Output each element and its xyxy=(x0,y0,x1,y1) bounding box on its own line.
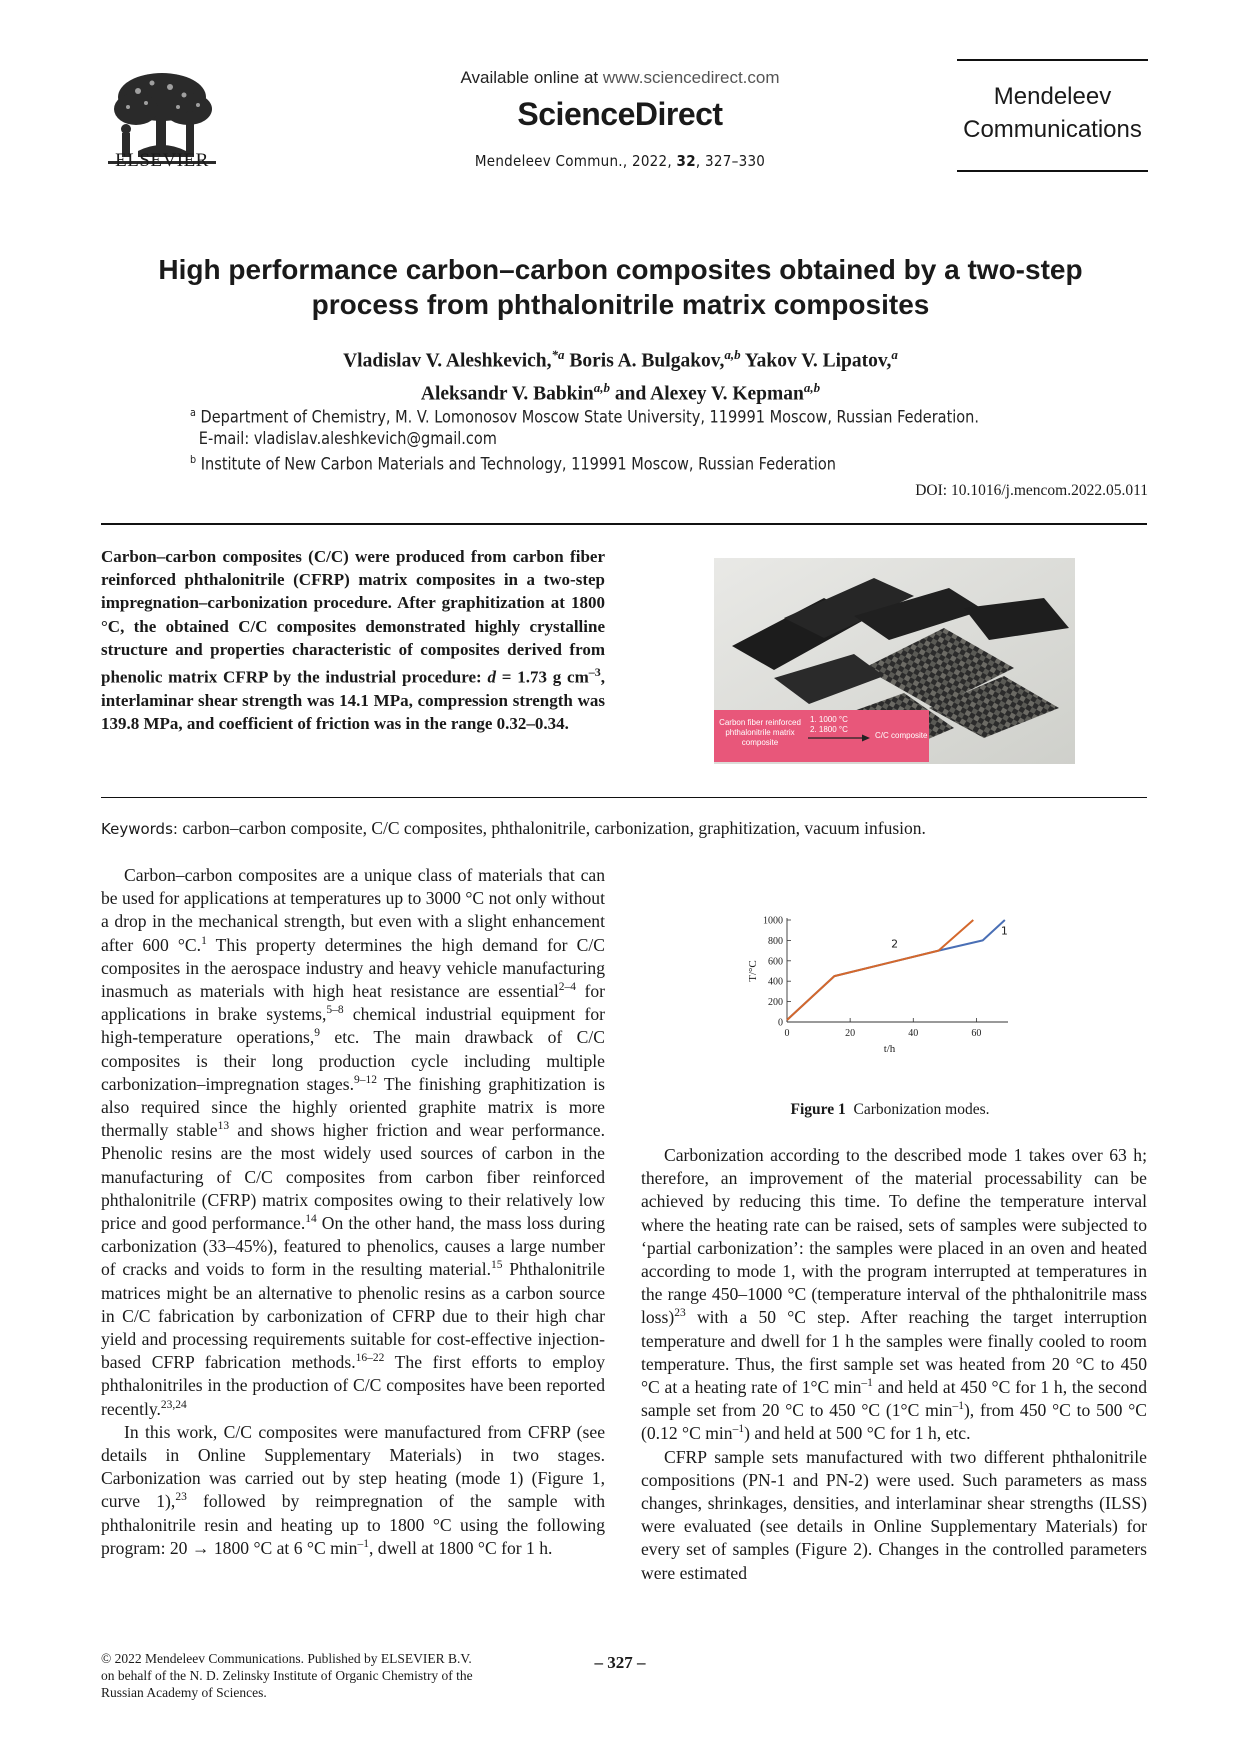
y-tick-label: 800 xyxy=(768,935,783,947)
chart-axes xyxy=(787,918,1008,1022)
paragraph xyxy=(101,864,605,1421)
series-label-1: 1 xyxy=(1000,924,1008,938)
divider-top xyxy=(101,523,1147,525)
author-affiliation-mark: a,b xyxy=(724,347,741,362)
text-run: for applications in brake systems, xyxy=(101,981,605,1025)
paragraph xyxy=(101,1421,605,1560)
journal-name xyxy=(957,80,1148,146)
citation-journal: Mendeleev Commun., 2022, xyxy=(474,152,677,170)
citation-ref[interactable]: 23,24 xyxy=(160,1398,187,1411)
available-online-line xyxy=(420,68,820,88)
affiliation-mark-a: a xyxy=(190,406,196,419)
density-symbol: d xyxy=(487,667,496,687)
text-run: followed by reimpregnation of the sample with phthalonitrile resin and heating up to 1800 °C using the following program: 20 → 1800 °C at 6 °C min xyxy=(101,1491,605,1558)
graphical-abstract-photo xyxy=(714,558,1075,764)
density-exponent: –3 xyxy=(588,665,601,680)
author-affiliation-mark: *a xyxy=(551,347,565,362)
citation-volume: 32 xyxy=(676,152,696,170)
text-run: Carbonization according to the described mode 1 takes over 63 h; therefore, an improvement of the material processability can be achieved by reducing this time. To define the temperature interval where the heating rate can be raised, sets of samples were subjected to ‘partial carbonization’: the samples were placed in an oven and heated according to mode 1, with the program interrupted at temperatures in the range 450–1000 °C (temperature interval of the phthalonitrile mass loss) xyxy=(641,1145,1147,1328)
doi-link[interactable]: DOI: 10.1016/j.mencom.2022.05.011 xyxy=(915,482,1148,499)
citation-ref[interactable]: 9–12 xyxy=(354,1073,377,1086)
journal-name-line2: Communications xyxy=(963,116,1142,143)
elsevier-wordmark: ELSEVIER xyxy=(115,150,209,171)
x-axis-label: t/h xyxy=(883,1043,896,1055)
density-value: = 1.73 g cm xyxy=(495,667,589,687)
abstract-part2: , interlaminar shear strength was 14.1 MPa, compression strength was 139.8 MPa, and coefficient of friction was in the range 0.32–0.34. xyxy=(101,667,605,734)
exponent: –1 xyxy=(861,1377,873,1390)
citation-ref[interactable]: 14 xyxy=(305,1213,317,1226)
ga-left-label-1: Carbon fiber reinforced xyxy=(719,718,801,727)
author-affiliation-mark: a,b xyxy=(593,379,611,395)
author-affiliation-mark: a,b xyxy=(803,379,821,395)
author-affiliation-mark: a xyxy=(891,347,898,362)
title-line1: High performance carbon–carbon composites obtained by a two-step xyxy=(158,254,1083,285)
x-tick-label: 0 xyxy=(784,1028,790,1039)
series-label-2: 2 xyxy=(891,937,899,951)
text-run: Phthalonitrile matrices might be an alternative to phenolic resins as a carbon source in C/C fabrication by carbonization of CFRP due to their high char yield and processing requirements suitable for cost-effective injection-based CFRP fabrication methods. xyxy=(101,1259,605,1373)
copyright-notice xyxy=(101,1650,581,1701)
text-run: ) and held at 500 °C for 1 h, etc. xyxy=(744,1423,971,1444)
author-name: Vladislav V. Aleshkevich, xyxy=(343,350,552,372)
citation-ref[interactable]: 16–22 xyxy=(355,1352,385,1365)
figure-1-caption xyxy=(700,1101,1080,1119)
text-run: and held at 450 °C for 1 h, the second sample set from 20 °C to 450 °C (1°C min xyxy=(641,1377,1147,1421)
y-tick-label: 400 xyxy=(768,976,783,988)
text-run: On the other hand, the mass loss during carbonization (33–45%), featured to phenolics, causes a large number of cracks and voids to form in the resulting material. xyxy=(101,1213,605,1280)
ga-step-1: 1. 1000 °C xyxy=(810,715,848,724)
exponent: –1 xyxy=(952,1400,964,1413)
exponent: –1 xyxy=(732,1423,745,1436)
author-name: Yakov V. Lipatov, xyxy=(744,350,892,372)
available-prefix: Available online at xyxy=(460,68,603,87)
figure-1-chart xyxy=(740,912,1020,1090)
copyright-line-3: Russian Academy of Sciences. xyxy=(101,1685,267,1700)
text-run: The finishing graphitization is also required since the highly oriented graphite matrix is more thermally stable xyxy=(101,1073,605,1141)
y-tick-label: 0 xyxy=(778,1017,783,1029)
paragraph: CFRP sample sets manufactured with two different phthalonitrile compositions (PN-1 and PN-2) were used. Such parameters as mass changes, shrinkages, densities, and interlaminar shear strengths (ILSS) were evaluated (see details in Online Supplementary Materials) for every set of samples (Figure 2). Changes in the controlled parameters were estimated xyxy=(641,1446,1147,1583)
copyright-line-2: on behalf of the N. D. Zelinsky Institute of Organic Chemistry of the xyxy=(101,1668,473,1683)
keywords xyxy=(101,818,1147,839)
citation-ref[interactable]: 23 xyxy=(175,1491,187,1504)
sciencedirect-link[interactable]: www.sciencedirect.com xyxy=(602,68,780,87)
y-axis-label: T/°C xyxy=(747,960,759,982)
series-line-1 xyxy=(787,920,1005,1020)
sciencedirect-brand: ScienceDirect xyxy=(517,96,723,132)
divider-keywords xyxy=(101,797,1147,798)
ga-left-label-3: composite xyxy=(741,738,779,747)
x-tick-label: 60 xyxy=(971,1028,982,1039)
citation-ref[interactable]: 5–8 xyxy=(326,1004,344,1017)
text-run: The first efforts to employ phthalonitriles in the production of C/C composites have been reported recently. xyxy=(101,1352,605,1419)
x-tick-label: 20 xyxy=(845,1028,856,1039)
journal-citation xyxy=(440,152,800,170)
text-run: etc. The main drawback of C/C composites is their long production cycle including multiple carbonization–impregnation stages. xyxy=(101,1027,605,1094)
paragraph xyxy=(641,1144,1147,1446)
ga-step-2: 2. 1800 °C xyxy=(810,725,848,734)
author-list xyxy=(150,342,1091,407)
citation-ref[interactable]: 9 xyxy=(314,1027,320,1040)
text-run: Carbon–carbon composites are a unique class of materials that can be used for applications at temperatures up to 3000 °C not only without a drop in the mechanical strength, but even with a slight enhancement after 600 °C. xyxy=(101,865,605,955)
authors-and: and xyxy=(614,383,647,404)
citation-ref[interactable]: 15 xyxy=(491,1259,503,1272)
citation-pages: , 327–330 xyxy=(695,152,766,170)
text-run: ), from 450 °C to 500 °C (0.12 °C min xyxy=(641,1400,1147,1444)
text-run: and shows higher friction and wear performance. Phenolic resins are the most widely used sources of carbon in the manufacturing of C/C composites from carbon fiber reinforced phthalonitrile (CFRP) matrix composites owing to their relatively low price and good performance. xyxy=(101,1120,605,1234)
chart-series xyxy=(787,920,1008,1020)
text-run: In this work, C/C composites were manufactured from CFRP (see details in Online Supplementary Materials) in two stages. Carbonization was carried out by step heating (mode 1) (Figure 1, curve 1), xyxy=(101,1421,605,1512)
body-column-right xyxy=(641,1144,1147,1585)
page-number: – 327 – xyxy=(594,1653,646,1672)
x-tick-label: 40 xyxy=(908,1028,919,1039)
author-name: Alexey V. Kepman xyxy=(650,383,804,404)
journal-name-line1: Mendeleev xyxy=(993,83,1112,110)
citation-ref[interactable]: 1 xyxy=(201,934,207,947)
affiliation-a: Department of Chemistry, M. V. Lomonosov Moscow State University, 119991 Moscow, Russian Federation. xyxy=(200,407,980,427)
text-run: This property determines the high demand for C/C composites in the aerospace industry and heavy vehicle manufacturing inasmuch as materials with high heat resistance are essential xyxy=(101,934,605,1002)
figure-label: Figure 1 xyxy=(790,1101,846,1118)
citation-ref[interactable]: 23 xyxy=(674,1307,686,1320)
text-run: , dwell at 1800 °C for 1 h. xyxy=(368,1537,553,1558)
title-line2: process from phthalonitrile matrix composites xyxy=(311,289,930,320)
figure-caption-text: Carbonization modes. xyxy=(853,1101,990,1118)
text-run: chemical industrial equipment for high-temperature operations, xyxy=(101,1004,605,1048)
corresponding-email[interactable]: E-mail: vladislav.aleshkevich@gmail.com xyxy=(198,428,497,448)
exponent: –1 xyxy=(357,1538,369,1551)
ga-left-label-2: phthalonitrile matrix xyxy=(725,728,795,737)
y-tick-label: 1000 xyxy=(763,915,783,927)
citation-ref[interactable]: 2–4 xyxy=(558,981,576,994)
keywords-text: carbon–carbon composite, C/C composites, phthalonitrile, carbonization, graphitization, vacuum infusion. xyxy=(177,818,926,838)
copyright-line-1: © 2022 Mendeleev Communications. Published by ELSEVIER B.V. xyxy=(101,1651,472,1666)
chart-ticks xyxy=(763,916,981,1040)
article-title xyxy=(90,252,1151,322)
affiliation-mark-b: b xyxy=(190,452,197,466)
affiliations xyxy=(190,402,982,474)
text-run: with a 50 °C step. After reaching the target interruption temperature and dwell for 1 h the samples were finally cooled to room temperature. Thus, the first sample set was heated from 20 °C to 450 °C at a heating rate of 1°C min xyxy=(641,1307,1147,1398)
ga-right-label: C/C composite xyxy=(875,731,928,740)
body-column-left xyxy=(101,864,605,1560)
author-name: Boris A. Bulgakov, xyxy=(569,350,725,372)
abstract xyxy=(101,545,605,735)
author-name: Aleksandr V. Babkin xyxy=(420,383,594,404)
citation-ref[interactable]: 13 xyxy=(217,1120,230,1133)
y-tick-label: 600 xyxy=(768,956,783,968)
affiliation-b: Institute of New Carbon Materials and Technology, 119991 Moscow, Russian Federation xyxy=(200,454,837,473)
y-tick-label: 200 xyxy=(768,997,783,1009)
keywords-label: Keywords: xyxy=(101,820,178,838)
abstract-part1: Carbon–carbon composites (C/C) were produced from carbon fiber reinforced phthalonitrile (CFRP) matrix composites in a two-step impregnation–carbonization procedure. After graphitization at 1800 °C, the obtained C/C composites demonstrated highly crystalline structure and properties characteristic of composites derived from phenolic matrix CFRP by the industrial procedure: xyxy=(101,547,605,687)
series-line-2 xyxy=(787,920,973,1020)
